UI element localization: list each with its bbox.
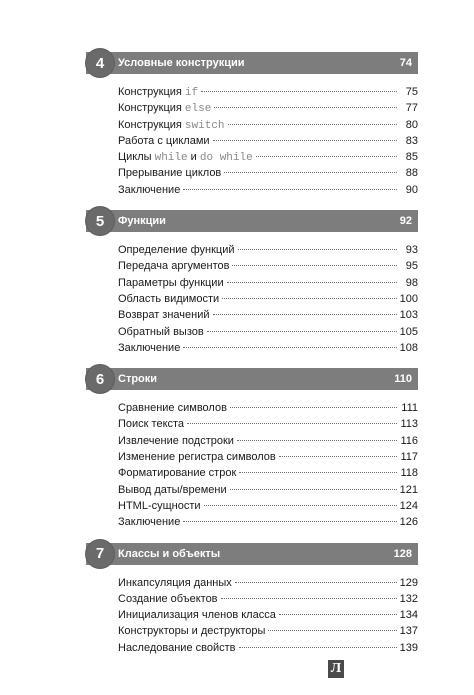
dot-leader bbox=[237, 440, 397, 441]
toc-entry[interactable] bbox=[118, 607, 418, 623]
chapter-page-number: 110 bbox=[394, 373, 412, 386]
entry-title bbox=[118, 465, 236, 481]
entry-text: Заключение bbox=[118, 341, 181, 354]
entry-page-number: 129 bbox=[399, 576, 418, 589]
entry-page-number: 132 bbox=[399, 592, 418, 605]
dot-leader bbox=[204, 505, 397, 506]
toc-entry[interactable] bbox=[118, 400, 418, 416]
entry-page-number: 85 bbox=[405, 151, 418, 164]
entry-title bbox=[118, 307, 210, 323]
chapter-number-badge: 5 bbox=[86, 207, 114, 235]
entry-title bbox=[118, 449, 276, 465]
toc-entry[interactable] bbox=[118, 324, 418, 340]
dot-leader bbox=[227, 282, 397, 283]
logo-letter: Л bbox=[330, 661, 342, 676]
entry-title bbox=[118, 324, 204, 340]
entry-text: Работа с циклами bbox=[118, 134, 210, 147]
table-of-contents bbox=[86, 52, 418, 668]
section-list bbox=[86, 390, 418, 530]
entry-text: Создание объектов bbox=[118, 592, 218, 605]
entry-title bbox=[118, 149, 253, 166]
entry-title bbox=[118, 416, 184, 432]
dot-leader bbox=[256, 156, 397, 157]
code-keyword: else bbox=[184, 103, 212, 116]
toc-entry[interactable] bbox=[118, 117, 418, 133]
dot-leader bbox=[230, 489, 397, 490]
dot-leader bbox=[224, 172, 397, 173]
entry-title bbox=[118, 242, 235, 258]
entry-title bbox=[118, 182, 180, 198]
entry-text: Заключение bbox=[118, 516, 181, 529]
chapter-header[interactable] bbox=[86, 52, 418, 74]
toc-entry[interactable] bbox=[118, 84, 418, 100]
dot-leader bbox=[235, 582, 397, 583]
entry-title bbox=[118, 291, 219, 307]
dot-leader bbox=[222, 298, 397, 299]
dot-leader bbox=[183, 521, 396, 522]
toc-entry[interactable] bbox=[118, 275, 418, 291]
entry-title bbox=[118, 514, 180, 530]
entry-title bbox=[118, 498, 201, 514]
chapter-page-number: 92 bbox=[399, 215, 412, 228]
section-list bbox=[86, 565, 418, 656]
toc-entry[interactable] bbox=[118, 242, 418, 258]
dot-leader bbox=[214, 107, 397, 108]
entry-text: Извлечение подстроки bbox=[118, 434, 234, 447]
chapter-page-number: 74 bbox=[399, 57, 412, 69]
entry-page-number: 121 bbox=[399, 483, 418, 496]
entry-title bbox=[118, 607, 276, 623]
section-list bbox=[86, 74, 418, 198]
entry-page-number: 93 bbox=[405, 244, 418, 257]
entry-text: Инкапсуляция данных bbox=[118, 576, 232, 589]
chapter-title: Функции bbox=[118, 215, 166, 228]
chapter-5 bbox=[86, 210, 418, 356]
entry-text: Конструкция bbox=[118, 86, 185, 98]
dot-leader bbox=[238, 249, 397, 250]
dot-leader bbox=[230, 407, 397, 408]
chapter-page-number: 128 bbox=[393, 547, 412, 560]
dot-leader bbox=[239, 472, 397, 473]
publisher-logo bbox=[328, 660, 344, 678]
entry-title bbox=[118, 640, 236, 656]
toc-entry[interactable] bbox=[118, 449, 418, 465]
entry-title bbox=[118, 133, 210, 149]
dot-leader bbox=[239, 647, 397, 648]
entry-title bbox=[118, 340, 180, 356]
toc-entry[interactable] bbox=[118, 575, 418, 591]
entry-text: Конструкция bbox=[118, 102, 185, 115]
entry-page-number: 105 bbox=[399, 325, 418, 338]
toc-entry[interactable] bbox=[118, 623, 418, 639]
entry-page-number: 134 bbox=[399, 609, 418, 622]
chapter-header[interactable] bbox=[86, 210, 418, 232]
entry-text: Параметры функции bbox=[118, 276, 224, 289]
entry-text: Заключение bbox=[118, 183, 181, 196]
toc-entry[interactable] bbox=[118, 340, 418, 356]
chapter-title: Классы и объекты bbox=[118, 547, 221, 560]
chapter-7 bbox=[86, 543, 418, 656]
chapter-header[interactable] bbox=[86, 368, 418, 390]
toc-entry[interactable] bbox=[118, 482, 418, 498]
chapter-title: Строки bbox=[118, 373, 158, 386]
dot-leader bbox=[279, 614, 397, 615]
toc-entry[interactable] bbox=[118, 307, 418, 323]
entry-text: Передача аргументов bbox=[118, 260, 230, 273]
code-keyword: while bbox=[154, 152, 188, 165]
chapter-4 bbox=[86, 52, 418, 198]
entry-page-number: 75 bbox=[405, 86, 418, 98]
entry-page-number: 77 bbox=[405, 102, 418, 115]
entry-title bbox=[118, 100, 211, 117]
entry-title bbox=[118, 165, 221, 181]
toc-entry[interactable] bbox=[118, 100, 418, 116]
entry-page-number: 124 bbox=[399, 499, 418, 512]
entry-title bbox=[118, 433, 234, 449]
chapter-header[interactable] bbox=[86, 543, 418, 565]
toc-entry[interactable] bbox=[118, 514, 418, 530]
entry-page-number: 98 bbox=[405, 276, 418, 289]
dot-leader bbox=[213, 140, 397, 141]
entry-text: Обратный вызов bbox=[118, 325, 204, 338]
code-keyword: if bbox=[184, 87, 199, 99]
dot-leader bbox=[221, 598, 397, 599]
toc-entry[interactable] bbox=[118, 416, 418, 432]
dot-leader bbox=[183, 189, 397, 190]
entry-text: Форматирование строк bbox=[118, 467, 237, 480]
entry-page-number: 103 bbox=[399, 309, 418, 322]
toc-entry[interactable] bbox=[118, 465, 418, 481]
entry-page-number: 117 bbox=[400, 451, 418, 464]
entry-page-number: 95 bbox=[405, 260, 418, 273]
code-keyword: do while bbox=[199, 152, 253, 165]
entry-text: Сравнение символов bbox=[118, 402, 227, 415]
dot-leader bbox=[183, 347, 396, 348]
toc-entry[interactable] bbox=[118, 165, 418, 181]
entry-text: Изменение регистра символов bbox=[118, 451, 276, 464]
entry-page-number: 139 bbox=[399, 641, 418, 654]
entry-page-number: 126 bbox=[399, 516, 418, 529]
entry-text: Конструкторы и деструкторы bbox=[118, 625, 266, 638]
entry-page-number: 116 bbox=[400, 434, 418, 447]
entry-text: Область видимости bbox=[118, 292, 220, 305]
toc-entry[interactable] bbox=[118, 149, 418, 165]
entry-page-number: 83 bbox=[405, 134, 418, 147]
entry-title bbox=[118, 482, 227, 498]
toc-entry[interactable] bbox=[118, 591, 418, 607]
dot-leader bbox=[232, 265, 397, 266]
entry-title bbox=[118, 275, 224, 291]
entry-title bbox=[118, 623, 265, 639]
dot-leader bbox=[187, 423, 397, 424]
toc-entry[interactable] bbox=[118, 498, 418, 514]
toc-entry[interactable] bbox=[118, 433, 418, 449]
entry-text: Определение функций bbox=[118, 244, 235, 257]
toc-entry[interactable] bbox=[118, 133, 418, 149]
entry-page-number: 90 bbox=[405, 183, 418, 196]
toc-entry[interactable] bbox=[118, 291, 418, 307]
entry-page-number: 111 bbox=[401, 402, 418, 415]
entry-title bbox=[118, 591, 218, 607]
entry-title bbox=[118, 575, 232, 591]
dot-leader bbox=[213, 314, 397, 315]
entry-text: и bbox=[187, 151, 200, 164]
entry-text: Возврат значений bbox=[118, 309, 210, 322]
entry-page-number: 137 bbox=[399, 625, 418, 638]
chapter-number-badge: 7 bbox=[86, 540, 114, 568]
entry-page-number: 100 bbox=[399, 292, 418, 305]
dot-leader bbox=[201, 91, 397, 92]
chapter-title: Условные конструкции bbox=[118, 57, 245, 69]
entry-title bbox=[118, 117, 225, 134]
dot-leader bbox=[207, 331, 397, 332]
entry-title bbox=[118, 400, 227, 416]
entry-page-number: 88 bbox=[405, 167, 418, 180]
entry-text: Вывод даты/времени bbox=[118, 483, 227, 496]
toc-entry[interactable] bbox=[118, 640, 418, 656]
toc-entry[interactable] bbox=[118, 258, 418, 274]
entry-text: Поиск текста bbox=[118, 418, 185, 431]
entry-text: Инициализация членов класса bbox=[118, 609, 276, 622]
entry-text: Конструкция bbox=[118, 118, 185, 131]
dot-leader bbox=[268, 630, 396, 631]
dot-leader bbox=[228, 124, 397, 125]
entry-page-number: 108 bbox=[399, 341, 418, 354]
chapter-number-badge: 6 bbox=[86, 365, 114, 393]
entry-title bbox=[118, 258, 229, 274]
entry-text: Наследование свойств bbox=[118, 641, 236, 654]
entry-text: Циклы bbox=[118, 151, 155, 164]
toc-entry[interactable] bbox=[118, 182, 418, 198]
entry-title bbox=[118, 84, 198, 101]
entry-text: Прерывание циклов bbox=[118, 167, 222, 180]
code-keyword: switch bbox=[184, 119, 225, 132]
dot-leader bbox=[279, 456, 397, 457]
chapter-6 bbox=[86, 368, 418, 530]
chapter-number-badge: 4 bbox=[86, 49, 114, 77]
entry-text: HTML-сущности bbox=[118, 499, 201, 512]
entry-page-number: 80 bbox=[405, 118, 418, 131]
entry-page-number: 113 bbox=[400, 418, 418, 431]
section-list bbox=[86, 232, 418, 356]
entry-page-number: 118 bbox=[400, 467, 418, 480]
